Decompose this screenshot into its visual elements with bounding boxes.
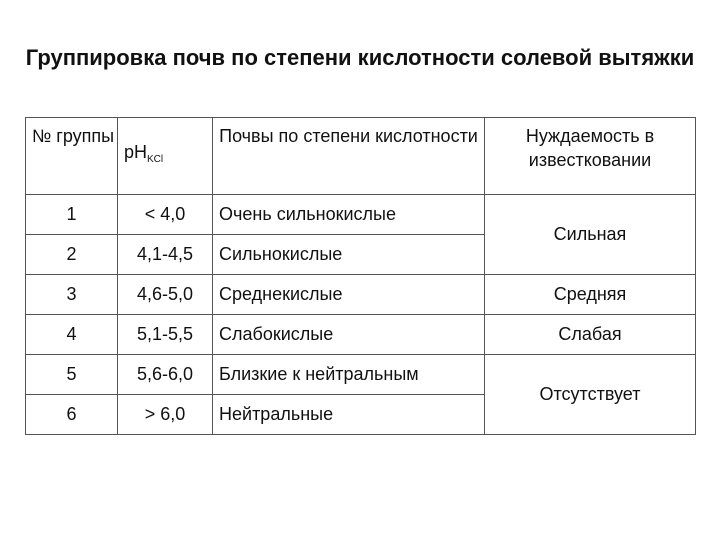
cell-ph-range: 5,1-5,5 xyxy=(118,315,213,355)
header-ph-subscript: KCl xyxy=(147,154,164,165)
cell-soil-type: Слабокислые xyxy=(213,315,485,355)
cell-liming-need: Сильная xyxy=(485,195,696,275)
slide-title: Группировка почв по степени кислотности солевой вытяжки xyxy=(25,45,695,70)
cell-group-number: 1 xyxy=(26,195,118,235)
cell-ph-range: 4,1-4,5 xyxy=(118,235,213,275)
table-row xyxy=(26,275,696,315)
cell-liming-need: Средняя xyxy=(485,275,696,315)
cell-soil-type: Среднекислые xyxy=(213,275,485,315)
table-row xyxy=(26,315,696,355)
cell-ph-range: > 6,0 xyxy=(118,395,213,435)
soil-acidity-table xyxy=(25,117,696,435)
cell-group-number: 5 xyxy=(26,355,118,395)
cell-group-number: 6 xyxy=(26,395,118,435)
cell-group-number: 2 xyxy=(26,235,118,275)
cell-group-number: 4 xyxy=(26,315,118,355)
header-ph-main: pH xyxy=(124,142,148,162)
cell-soil-type: Нейтральные xyxy=(213,395,485,435)
header-ph-kcl xyxy=(118,118,213,195)
cell-liming-need: Отсутствует xyxy=(485,355,696,435)
table-header-row xyxy=(26,118,696,195)
table-row xyxy=(26,355,696,395)
cell-soil-type: Близкие к нейтральным xyxy=(213,355,485,395)
cell-ph-range: 5,6-6,0 xyxy=(118,355,213,395)
cell-group-number: 3 xyxy=(26,275,118,315)
header-liming-need: Нуждаемость в известковании xyxy=(485,118,696,195)
cell-soil-type: Сильнокислые xyxy=(213,235,485,275)
cell-soil-type: Очень сильнокислые xyxy=(213,195,485,235)
header-group-number: № группы xyxy=(26,118,118,195)
cell-liming-need: Слабая xyxy=(485,315,696,355)
table-row xyxy=(26,195,696,235)
cell-ph-range: 4,6-5,0 xyxy=(118,275,213,315)
cell-ph-range: < 4,0 xyxy=(118,195,213,235)
header-soil-acidity: Почвы по степени кислотности xyxy=(213,118,485,195)
